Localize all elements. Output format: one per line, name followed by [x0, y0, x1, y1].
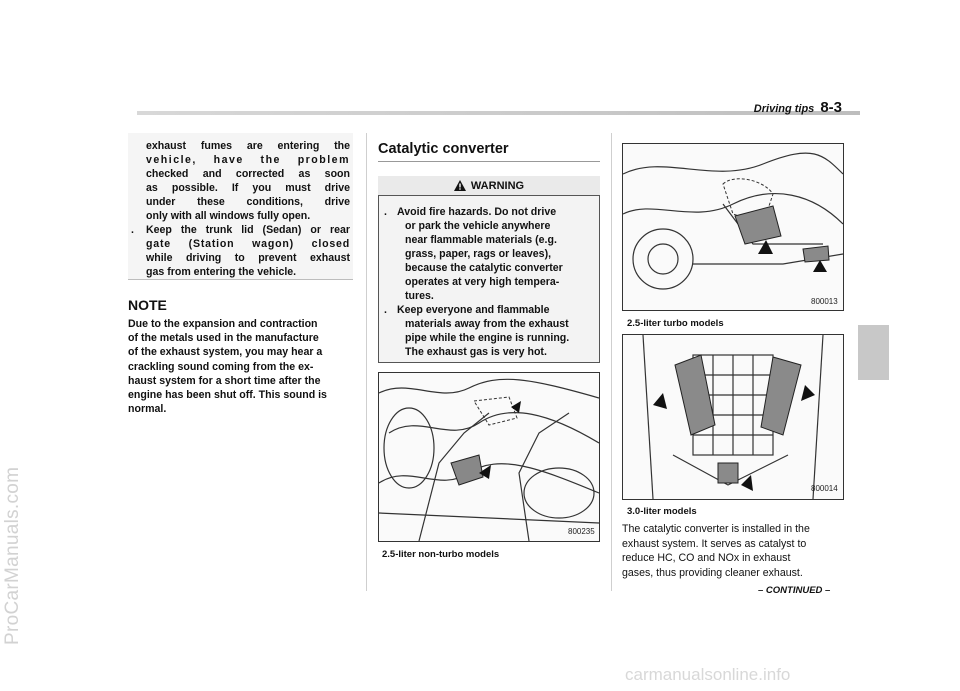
continued-marker: – CONTINUED – [758, 585, 831, 596]
exhaust-illustration-3-liter [623, 335, 843, 499]
text-line: of the exhaust system, you may hear a [128, 346, 323, 359]
figure-non-turbo [378, 372, 600, 542]
text-line: as possible. If you must drive [146, 182, 350, 194]
section-name: Driving tips [753, 103, 815, 115]
text-line: only with all windows fully open. [146, 210, 311, 222]
text-line: gas from entering the vehicle. [146, 266, 297, 278]
running-header [754, 99, 842, 116]
text-line: Avoid fire hazards. Do not drive [397, 206, 557, 218]
text-line: gases, thus providing cleaner exhaust. [622, 566, 803, 579]
figure-3-liter [622, 334, 844, 500]
bullet-trunk-lid [146, 223, 350, 279]
bullet-marker: . [131, 224, 134, 236]
text-line: or park the vehicle anywhere [405, 220, 551, 232]
warning-item-fire [397, 205, 597, 303]
bullet-continued [146, 139, 350, 223]
exhaust-illustration-turbo [623, 144, 843, 310]
text-line: vehicle, have the problem [146, 154, 350, 166]
text-line: because the catalytic converter [405, 262, 563, 274]
note-heading: NOTE [128, 297, 167, 313]
exhaust-illustration-non-turbo [379, 373, 599, 541]
figure-code: 800013 [811, 297, 838, 306]
side-watermark: ProCarManuals.com [2, 466, 23, 645]
section-rule [378, 161, 600, 162]
text-line: engine has been shut off. This sound is [128, 389, 327, 402]
figure-caption: 2.5-liter non-turbo models [382, 549, 500, 560]
warning-bullet-marker: . [384, 304, 387, 316]
figure-caption: 2.5-liter turbo models [627, 318, 724, 329]
note-body [128, 317, 353, 416]
warning-label: WARNING [470, 180, 525, 192]
text-line: The exhaust gas is very hot. [405, 346, 547, 358]
column-divider [366, 133, 367, 591]
bottom-watermark: carmanualsonline.info [625, 665, 791, 684]
text-line: crackling sound coming from the ex- [128, 360, 314, 373]
text-line: exhaust system. It serves as catalyst to [622, 537, 807, 550]
body-paragraph [622, 522, 810, 580]
header-rule [137, 111, 860, 115]
text-line: checked and corrected as soon [146, 168, 350, 180]
warning-header [378, 176, 600, 196]
text-line: normal. [128, 403, 167, 416]
text-line: Due to the expansion and contraction [128, 318, 318, 330]
warning-item-keep-away [397, 303, 597, 359]
text-line: haust system for a short time after the [128, 374, 321, 387]
text-line: tures. [405, 290, 434, 302]
text-line: reduce HC, CO and NOx in exhaust [622, 552, 791, 564]
page-number: 8-3 [820, 99, 842, 116]
text-line: grass, paper, rags or leaves), [405, 248, 552, 260]
figure-caption: 3.0-liter models [627, 506, 697, 517]
warning-bullet-marker: . [384, 206, 387, 218]
figure-code: 800235 [568, 527, 595, 536]
figure-code: 800014 [811, 484, 838, 493]
text-line: gate (Station wagon) closed [146, 238, 350, 250]
column-divider [611, 133, 612, 591]
text-line: operates at very high tempera- [405, 276, 560, 288]
text-line: while driving to prevent exhaust [146, 252, 350, 264]
text-line: Keep the trunk lid (Sedan) or rear [146, 224, 350, 236]
text-line: pipe while the engine is running. [405, 332, 570, 344]
section-title: Catalytic converter [378, 141, 509, 157]
chapter-tab [858, 325, 889, 380]
warning-triangle-icon [454, 180, 466, 191]
text-line: exhaust fumes are entering the [146, 140, 350, 152]
text-line: Keep everyone and flammable [397, 304, 550, 316]
figure-turbo [622, 143, 844, 311]
text-line: of the metals used in the manufacture [128, 332, 319, 345]
text-line: near flammable materials (e.g. [405, 234, 557, 246]
text-line: materials away from the exhaust [405, 318, 569, 330]
text-line: under these conditions, drive [146, 196, 350, 208]
text-line: The catalytic converter is installed in the [622, 523, 810, 535]
